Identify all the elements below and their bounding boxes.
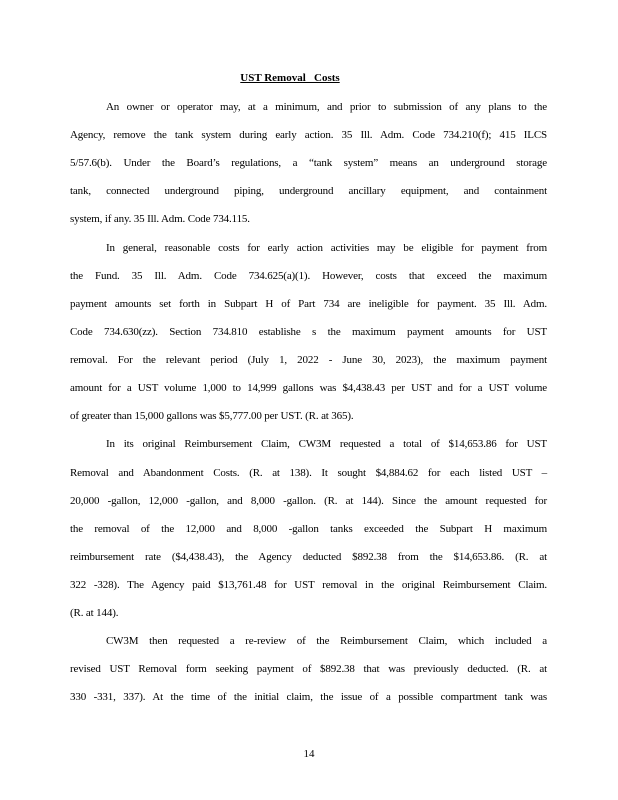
text-line: 322 -328). The Agency paid $13,761.48 for UST removal in the original Reimbursement Claim.	[70, 579, 547, 591]
text-line: Code 734.630(zz). Section 734.810 establishe s the maximum payment amounts for UST	[70, 326, 547, 338]
text-line: In general, reasonable costs for early action activities may be eligible for payment from	[106, 242, 547, 254]
text-line: the removal of the 12,000 and 8,000 -gallon tanks exceeded the Subpart H maximum	[70, 523, 547, 535]
section-heading: UST Removal Costs	[240, 72, 340, 84]
text-line: In its original Reimbursement Claim, CW3M requested a total of $14,653.86 for UST	[106, 438, 547, 450]
text-line: Removal and Abandonment Costs. (R. at 138). It sought $4,884.62 for each listed UST –	[70, 467, 547, 479]
text-line: revised UST Removal form seeking payment of $892.38 that was previously deducted. (R. at	[70, 663, 547, 675]
text-line: payment amounts set forth in Subpart H of Part 734 are ineligible for payment. 35 Ill. Adm.	[70, 298, 547, 310]
text-line: (R. at 144).	[70, 607, 119, 619]
text-line: system, if any. 35 Ill. Adm. Code 734.115.	[70, 213, 250, 225]
text-line: CW3M then requested a re-review of the Reimbursement Claim, which included a	[106, 635, 547, 647]
text-line: tank, connected underground piping, underground ancillary equipment, and containment	[70, 185, 547, 197]
text-line: the Fund. 35 Ill. Adm. Code 734.625(a)(1). However, costs that exceed the maximum	[70, 270, 547, 282]
text-line: Agency, remove the tank system during early action. 35 Ill. Adm. Code 734.210(f); 415 ILCS	[70, 129, 547, 141]
text-line: An owner or operator may, at a minimum, and prior to submission of any plans to the	[106, 101, 547, 113]
text-line: 5/57.6(b). Under the Board’s regulations, a “tank system” means an underground storage	[70, 157, 547, 169]
text-line: amount for a UST volume 1,000 to 14,999 gallons was $4,438.43 per UST and for a UST volume	[70, 382, 547, 394]
page-number: 14	[303, 748, 315, 760]
text-line: 330 -331, 337). At the time of the initial claim, the issue of a possible compartment tank was	[70, 691, 547, 703]
text-line: 20,000 -gallon, 12,000 -gallon, and 8,000 -gallon. (R. at 144). Since the amount requested for	[70, 495, 547, 507]
text-line: removal. For the relevant period (July 1, 2022 - June 30, 2023), the maximum payment	[70, 354, 547, 366]
text-line: of greater than 15,000 gallons was $5,777.00 per UST. (R. at 365).	[70, 410, 354, 422]
text-line: reimbursement rate ($4,438.43), the Agency deducted $892.38 from the $14,653.86. (R. at	[70, 551, 547, 563]
